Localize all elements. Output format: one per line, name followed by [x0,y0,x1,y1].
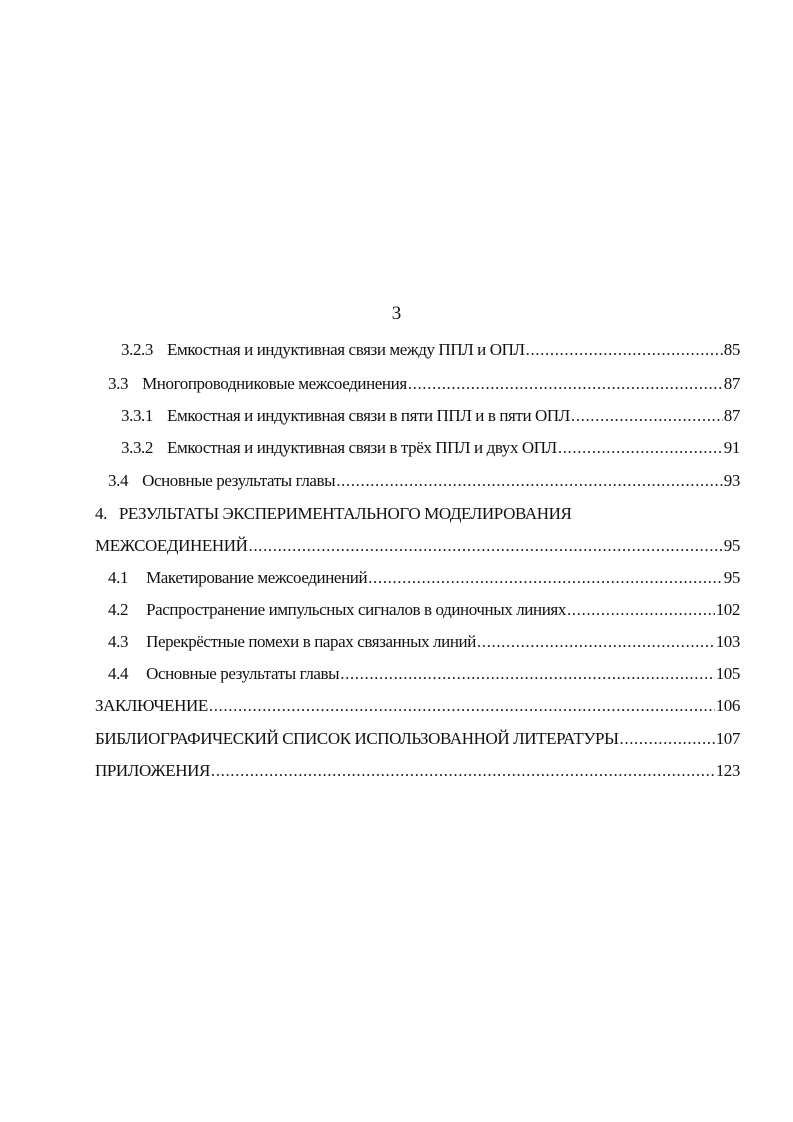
toc-entry-page: 91 [723,438,740,457]
toc-entry-4-1[interactable] [108,566,740,590]
toc-entry-page: 106 [715,696,740,715]
toc-entry-title: ПРИЛОЖЕНИЯ [95,761,210,780]
toc-entry-appendices[interactable] [95,759,740,783]
toc-entry-3-3[interactable] [108,372,740,396]
toc-entry-number: 4.3 [108,632,129,651]
toc-entry-page: 85 [723,340,740,359]
toc-entry-page: 102 [715,600,740,619]
toc-entry-title: Емкостная и индуктивная связи в трёх ППЛ и двух ОПЛ [167,438,557,457]
toc-entry-number: 4. [95,504,107,523]
toc-entry-number: 3.3.2 [121,438,154,457]
toc-chapter-4-heading[interactable] [95,502,571,526]
dot-leader [567,598,715,622]
toc-entry-4-4[interactable] [108,662,740,686]
dot-leader [477,630,715,654]
dot-leader [526,338,723,362]
toc-entry-page: 87 [723,406,740,425]
toc-entry-3-2-3[interactable] [121,338,740,362]
toc-entry-title: ЗАКЛЮЧЕНИЕ [95,696,208,715]
toc-entry-title: Емкостная и индуктивная связи между ППЛ и ОПЛ [167,340,525,359]
toc-entry-3-3-2[interactable] [121,436,740,460]
toc-entry-page: 95 [723,568,740,587]
toc-entry-3-4[interactable] [108,469,740,493]
toc-entry-4-2[interactable] [108,598,740,622]
toc-entry-4-3[interactable] [108,630,740,654]
toc-entry-number: 4.1 [108,568,129,587]
toc-entry-title: Распространение импульсных сигналов в одиночных линиях [146,600,566,619]
toc-entry-number: 4.2 [108,600,129,619]
dot-leader [571,404,723,428]
page-number: 3 [391,303,402,324]
toc-entry-bibliography[interactable] [95,727,740,751]
dot-leader [620,727,715,751]
toc-entry-title: Многопроводниковые межсоединения [142,374,407,393]
toc-entry-conclusion[interactable] [95,694,740,718]
toc-entry-number: 3.3 [108,374,129,393]
toc-entry-title: Перекрёстные помехи в парах связанных линий [146,632,476,651]
toc-entry-page: 95 [723,536,740,555]
toc-entry-title: Макетирование межсоединений [146,568,368,587]
dot-leader [336,469,723,493]
toc-entry-3-3-1[interactable] [121,404,740,428]
toc-entry-page: 105 [715,664,740,683]
toc-entry-number: 3.2.3 [121,340,154,359]
dot-leader [368,566,723,590]
toc-entry-title-continuation: МЕЖСОЕДИНЕНИЙ [95,536,248,555]
toc-entry-page: 123 [715,761,740,780]
toc-entry-page: 103 [715,632,740,651]
toc-entry-page: 93 [723,471,740,490]
dot-leader [408,372,723,396]
dot-leader [209,694,715,718]
toc-entry-title: РЕЗУЛЬТАТЫ ЭКСПЕРИМЕНТАЛЬНОГО МОДЕЛИРОВАНИЯ [118,504,572,523]
dot-leader [211,759,715,783]
toc-entry-title: Основные результаты главы [142,471,336,490]
toc-entry-number: 3.4 [108,471,129,490]
toc-entry-number: 4.4 [108,664,129,683]
toc-entry-page: 87 [723,374,740,393]
toc-entry-4[interactable] [95,534,740,558]
toc-entry-title: Основные результаты главы [146,664,340,683]
toc-entry-title: БИБЛИОГРАФИЧЕСКИЙ СПИСОК ИСПОЛЬЗОВАННОЙ ЛИТЕРАТУРЫ [95,729,619,748]
dot-leader [248,534,722,558]
toc-entry-title: Емкостная и индуктивная связи в пяти ППЛ и в пяти ОПЛ [167,406,570,425]
toc-entry-number: 3.3.1 [121,406,154,425]
toc-entry-page: 107 [715,729,740,748]
dot-leader [340,662,714,686]
dot-leader [558,436,723,460]
